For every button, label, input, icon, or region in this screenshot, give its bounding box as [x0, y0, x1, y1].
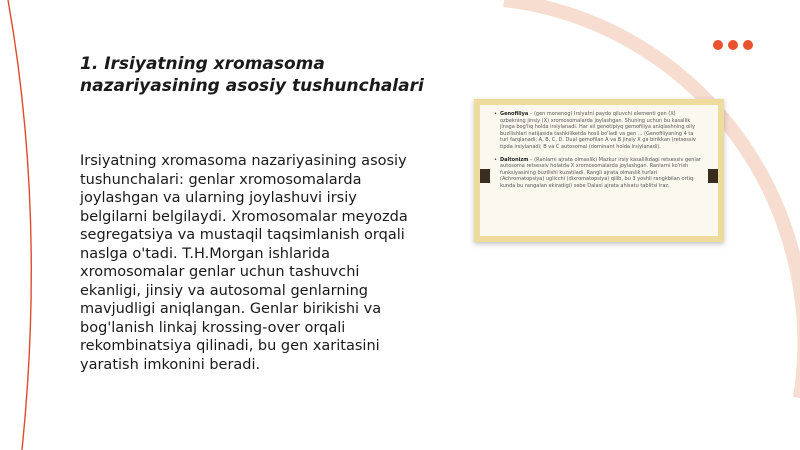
- slide-body-text: Irsiyatning xromasoma nazariyasining asosiy tushunchalari: genlar xromosomalarda joylashgan va ularning joylashuvi irsiy belgilarni belgilaydi. Xromosomalar meyozda segregatsiya va mustaqil taqsimlanish orqali naslga o'tadi. T.H.Morgan ishlarida xromosomalar genlar uchun tashuvchi ekanligi, jinsiy va autosomal genlarning mavjudligi aniqlangan. Genlar birikishi va bog'lanish linkaj krossing-over orqali rekombinatsiya qilinadi, bu gen xaritasini yaratish imkonini beradi.: [80, 153, 408, 373]
- slide-dots-indicator: [713, 40, 753, 50]
- frame-tab-right: [708, 169, 718, 183]
- figure-item: • Genofiliya – (gen monenog) Irsiyatni paydo qiluvchi elementi gen (X) ozbekning jinsiy (X) xromosomalarda joylashgan. Shuning uchun bu kasallik jinsga bog'liq holda irsiylanadi. Har xil genotipiyq gemofiliya aniqlashning oily buzilishlari natijasida tashkiliketda hosil bo'ladi va gen ... (Genofiliyaning 4 ta turi farqlanadi: A, B, C, D. Dual gemofilan A va B jinsiy X ga birikkan (retsessiv tipda irsiylanadi; B va C autosomal (dominant holda irsiylanadi).: [494, 111, 702, 151]
- dot-3: [743, 40, 753, 50]
- figure-content: [480, 105, 718, 236]
- slide-title: 1. Irsiyatning xromasoma nazariyasining asosiy tushunchalari: [80, 54, 424, 96]
- left-edge-arc: [8, 0, 31, 450]
- figure-item-term: Daltonizm: [500, 156, 529, 163]
- figure-image: [474, 99, 724, 242]
- figure-item-text: (Ranlarni ajrata olmaslik) Mazkur irsiy kasallikdagi retsessiv genlar autosoma retsessiv holatda X xromosomalarda joylashgan. Ranlarni ko'rish funksiyasining buzilishi kuzatiladi. Rangli ajrata olmaslik turlari (Achromatopsiya) uglicchi (dixromatopsiya) qilib, bu 3 yoshli rangkbilan ortiq: kunda bu rangalan ekiradigi) sebe Dalasi ajrata ahlsatu tablitsi iraz.: [500, 156, 701, 189]
- dot-1: [713, 40, 723, 50]
- frame-tab-left: [480, 169, 490, 183]
- figure-item-term: Genofiliya: [500, 111, 529, 117]
- figure-item-text: (gen monenog) Irsiyatni paydo qiluvchi elementi gen (X) ozbekning jinsiy (X) xromosomalarda joylashgan. Shuning uchun bu kasallik jinsga bog'liq holda irsiylanadi. Har xil genotipiyq gemofiliya aniqlashning oily buzilishlari natijasida tashkiliketda hosil bo'ladi va gen ... (Genofiliyaning 4 ta turi farqlanadi: A, B, C, D. Dual gemofilan A va B jinsiy X ga birikkan (retsessiv tipda irsiylanadi; B va C autosomal (dominant holda irsiylanadi).: [500, 111, 696, 150]
- figure-item: • Daltonizm – (Ranlarni ajrata olmaslik) Mazkur irsiy kasallikdagi retsessiv genlar autosoma retsessiv holatda X xromosomalarda joylashgan. Ranlarni ko'rish funksiyasining buzilishi kuzatiladi. Rangli ajrata olmaslik turlari (Achromatopsiya) uglicchi (dixromatopsiya) qilib, bu 3 yoshli rangkbilan ortiq: kunda bu rangalan ekiradigi) sebe Dalasi ajrata ahlsatu tablitsi iraz.: [494, 157, 702, 190]
- dot-2: [728, 40, 738, 50]
